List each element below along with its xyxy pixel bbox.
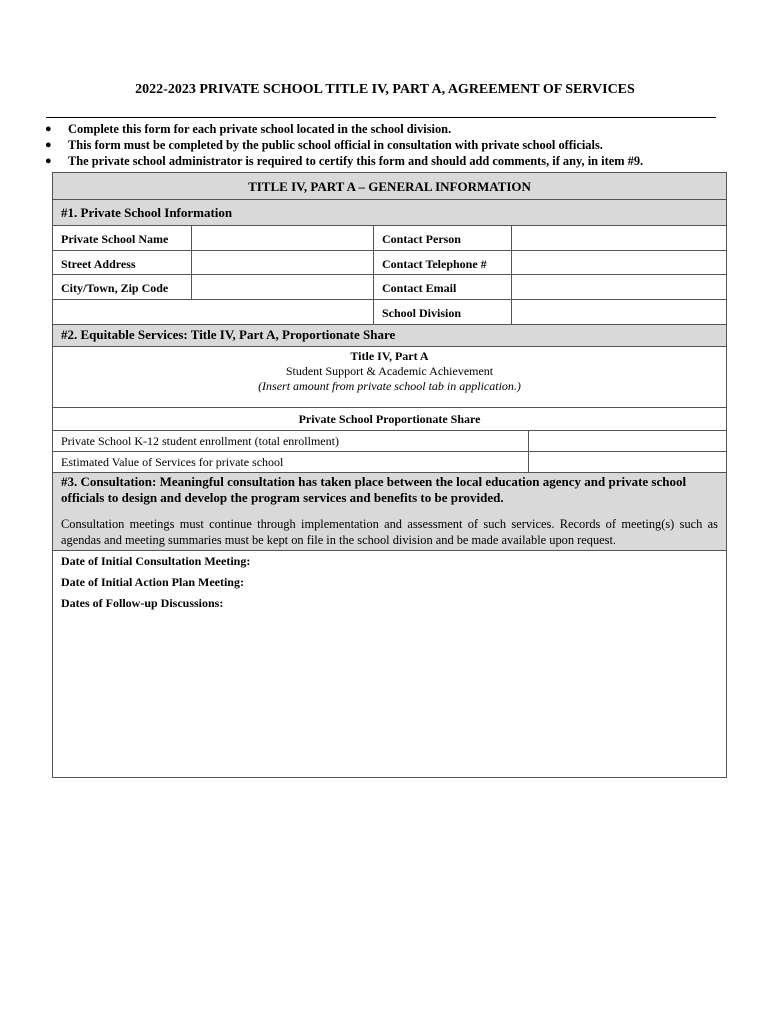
- label-city-zip: City/Town, Zip Code: [53, 275, 192, 300]
- section-1-heading: #1. Private School Information: [53, 200, 726, 226]
- label-private-school-name: Private School Name: [53, 226, 192, 251]
- label-school-division: School Division: [374, 300, 512, 325]
- section-3-consultation: [53, 473, 726, 551]
- title-iv-note: (Insert amount from private school tab in application.): [258, 379, 521, 393]
- proportionate-share-heading: Private School Proportionate Share: [53, 408, 726, 431]
- bullet-icon: ●: [45, 155, 52, 167]
- school-division-field[interactable]: [512, 300, 726, 325]
- street-address-field[interactable]: [192, 251, 374, 275]
- instruction-item: ● This form must be completed by the public school official in consultation with private school officials.: [45, 138, 603, 152]
- title-iv-summary-box: [53, 347, 726, 408]
- label-estimated-value: Estimated Value of Services for private school: [53, 452, 529, 473]
- title-iv-subheading: Student Support & Academic Achievement: [285, 364, 494, 378]
- city-zip-field[interactable]: [192, 275, 374, 300]
- title-divider: [46, 117, 716, 118]
- label-contact-person: Contact Person: [374, 226, 512, 251]
- contact-email-field[interactable]: [512, 275, 726, 300]
- k12-enrollment-field[interactable]: [529, 431, 726, 452]
- general-info-heading: TITLE IV, PART A – GENERAL INFORMATION: [53, 173, 726, 200]
- label-k12-enrollment: Private School K-12 student enrollment (total enrollment): [53, 431, 529, 452]
- consultation-paragraph: Consultation meetings must continue through implementation and assessment of such services. Records of meeting(s) such as agendas and meeting summaries must be kept on file in the school division and be made available upon request.: [61, 517, 718, 547]
- instruction-item: ● Complete this form for each private school located in the school division.: [45, 122, 452, 136]
- form-title: 2022-2023 PRIVATE SCHOOL TITLE IV, PART A, AGREEMENT OF SERVICES: [135, 82, 635, 97]
- private-school-name-field[interactable]: [192, 226, 374, 251]
- label-contact-email: Contact Email: [374, 275, 512, 300]
- initial-action-plan-date-label: Date of Initial Action Plan Meeting:: [61, 575, 244, 589]
- instructions-list: [42, 121, 732, 169]
- general-information-form: [52, 172, 727, 778]
- section-3-heading: #3. Consultation: Meaningful consultation has taken place between the local education agency and private school officials to design and develop the program services and benefits to be provided.: [61, 474, 687, 505]
- contact-person-field[interactable]: [512, 226, 726, 251]
- consultation-dates: [61, 554, 250, 617]
- empty-cell: [53, 300, 374, 325]
- instruction-item: ● The private school administrator is required to certify this form and should add comments, if any, in item #9.: [45, 154, 644, 168]
- estimated-value-field[interactable]: [529, 452, 726, 473]
- bullet-icon: ●: [45, 139, 52, 151]
- initial-consultation-date-label: Date of Initial Consultation Meeting:: [61, 554, 251, 568]
- label-contact-telephone: Contact Telephone #: [374, 251, 512, 275]
- contact-telephone-field[interactable]: [512, 251, 726, 275]
- title-iv-heading: Title IV, Part A: [350, 349, 429, 363]
- section-2-heading: #2. Equitable Services: Title IV, Part A, Proportionate Share: [53, 325, 726, 347]
- bullet-icon: ●: [45, 123, 52, 135]
- follow-up-dates-label: Dates of Follow-up Discussions:: [61, 596, 224, 610]
- label-street-address: Street Address: [53, 251, 192, 275]
